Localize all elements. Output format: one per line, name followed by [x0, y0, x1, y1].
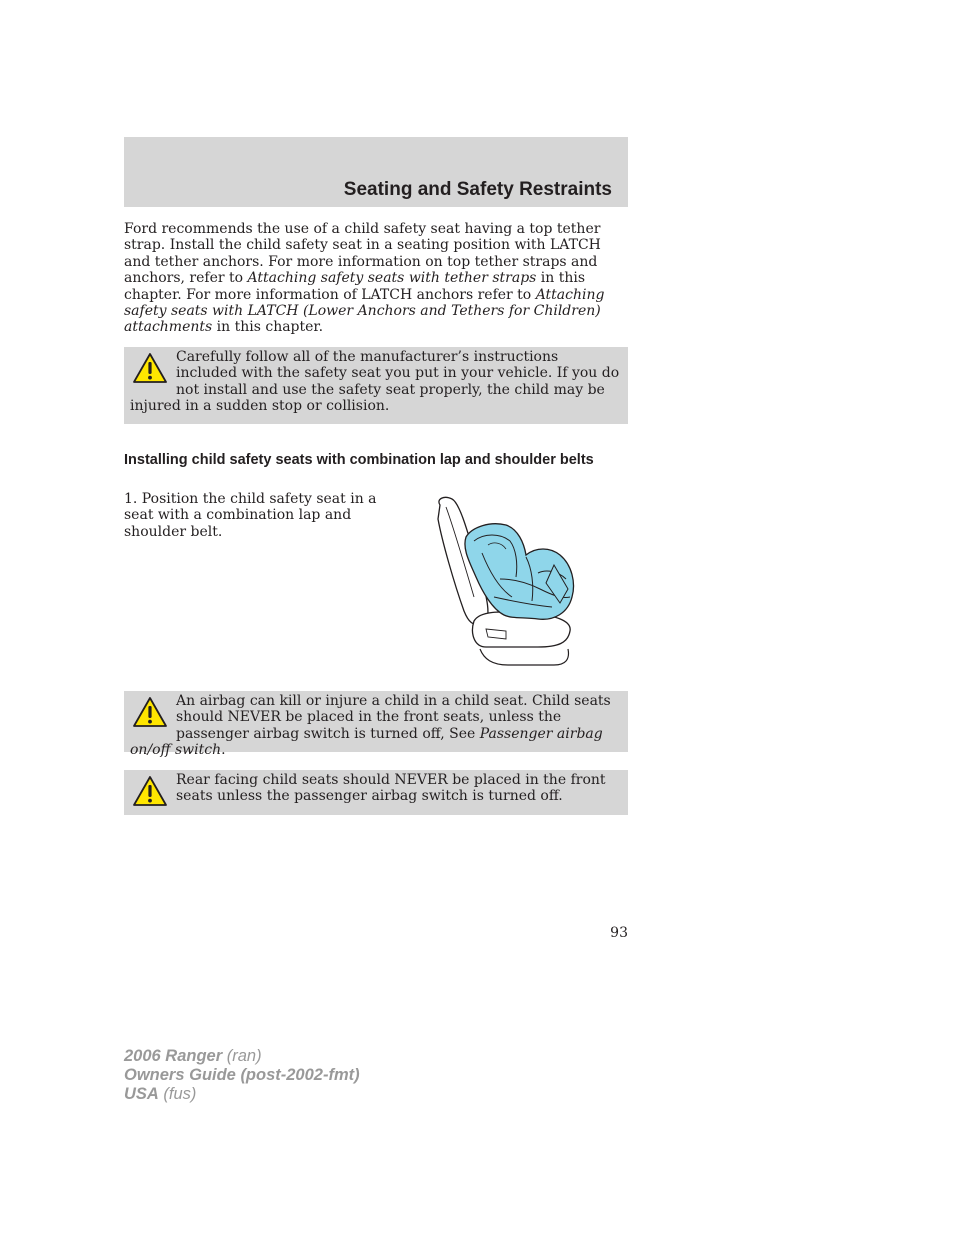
footer-model-code: (ran)	[222, 1047, 262, 1065]
warning-text: Rear facing child seats should NEVER be placed in the front seats unless the passenger airbag switch is turned off.	[176, 772, 606, 805]
warning-text-2: .	[221, 742, 226, 759]
warning-triangle-icon	[132, 352, 168, 384]
intro-paragraph	[124, 221, 628, 336]
step-1-text: 1. Position the child safety seat in a seat with a combination lap and shoulder belt.	[124, 491, 377, 540]
page-title: Seating and Safety Restraints	[343, 179, 612, 200]
intro-text-2: in this chapter. For more information of LATCH anchors refer to	[124, 270, 586, 303]
footer-market-code: (fus)	[158, 1085, 197, 1103]
intro-text-1: Ford recommends the use of a child safety seat having a top tether strap. Install the child safety seat in a seating position with LATCH and tether anchors. For more information on top tether straps and anchors, refer to	[124, 221, 601, 287]
warning-box-instructions	[124, 347, 628, 424]
footer-line-2	[124, 1066, 360, 1085]
intro-link-tether: Attaching safety seats with tether straps	[247, 270, 537, 287]
warning-triangle-icon	[132, 696, 168, 728]
intro-text-3: in this chapter.	[212, 319, 324, 336]
warning-text-1: An airbag can kill or injure a child in a child seat. Child seats should NEVER be placed in the front seats, unless the passenger airbag switch is turned off, See	[176, 693, 611, 742]
warning-box-rear-facing	[124, 770, 628, 815]
footer-line-1	[124, 1047, 360, 1066]
child-seat-illustration	[428, 493, 588, 671]
footer-line-3	[124, 1085, 360, 1104]
warning-triangle-icon	[132, 775, 168, 807]
warning-text: Carefully follow all of the manufacturer’s instructions included with the safety seat you put in your vehicle. If you do not install and use the safety seat properly, the child may be injured in a sudden stop or collision.	[130, 349, 620, 415]
warning-link-airbag-switch: Passenger airbag on/off switch	[130, 725, 603, 759]
footer	[124, 1047, 360, 1104]
page-number: 93	[610, 925, 628, 941]
footer-model: 2006 Ranger	[124, 1047, 223, 1065]
intro-link-latch: Attaching safety seats with LATCH (Lower Anchors and Tethers for Children) attachments	[124, 286, 605, 336]
section-heading: Installing child safety seats with combination lap and shoulder belts	[124, 452, 594, 468]
footer-guide: Owners Guide (post-2002-fmt)	[124, 1066, 360, 1084]
footer-market: USA	[124, 1085, 159, 1103]
warning-box-airbag	[124, 691, 628, 759]
header-band	[124, 137, 628, 207]
